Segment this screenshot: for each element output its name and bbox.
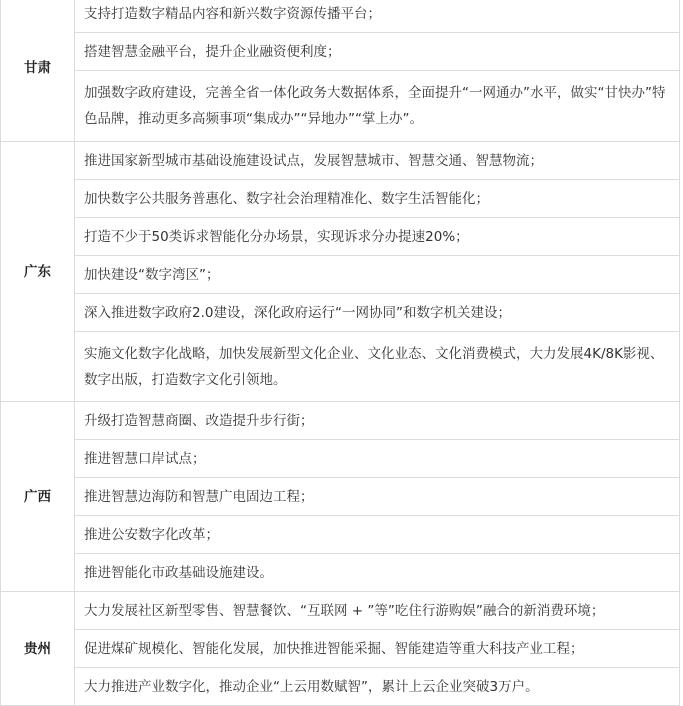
table-row [1, 516, 680, 554]
region-name-guizhou: 贵州 [1, 592, 75, 706]
table-row [1, 256, 680, 294]
policy-item: 实施文化数字化战略，加快发展新型文化企业、文化业态、文化消费模式，大力发展4K/8K影视、数字出版，打造数字文化引领地。 [75, 332, 680, 402]
table-row [1, 440, 680, 478]
policy-item: 推进智慧口岸试点； [75, 440, 680, 478]
table-row [1, 218, 680, 256]
table-row [1, 142, 680, 180]
policy-item: 推进国家新型城市基础设施建设试点，发展智慧城市、智慧交通、智慧物流； [75, 142, 680, 180]
table-row [1, 0, 680, 33]
policy-item: 打造不少于50类诉求智能化分办场景，实现诉求分办提速20%； [75, 218, 680, 256]
region-name-guangxi: 广西 [1, 402, 75, 592]
table-row [1, 180, 680, 218]
policy-item: 加快建设“数字湾区”； [75, 256, 680, 294]
policy-item: 支持打造数字精品内容和新兴数字资源传播平台； [75, 0, 680, 33]
table-row [1, 332, 680, 402]
policy-item: 深入推进数字政府2.0建设，深化政府运行“一网协同”和数字机关建设； [75, 294, 680, 332]
policy-item: 推进公安数字化改革； [75, 516, 680, 554]
table-row [1, 71, 680, 142]
table-row [1, 402, 680, 440]
table-row [1, 630, 680, 668]
policy-item: 大力推进产业数字化，推动企业“上云用数赋智”，累计上云企业突破3万户。 [75, 668, 680, 706]
policy-item: 加强数字政府建设，完善全省一体化政务大数据体系，全面提升“一网通办”水平，做实“甘快办”特色品牌，推动更多高频事项“集成办”“异地办”“掌上办”。 [75, 71, 680, 142]
table-row [1, 294, 680, 332]
table-row [1, 478, 680, 516]
table-row [1, 668, 680, 706]
policy-item: 搭建智慧金融平台，提升企业融资便利度； [75, 33, 680, 71]
policy-item: 推进智慧边海防和智慧广电固边工程； [75, 478, 680, 516]
region-name-gansu: 甘肃 [1, 0, 75, 142]
table-row [1, 554, 680, 592]
policy-item: 促进煤矿规模化、智能化发展，加快推进智能采掘、智能建造等重大科技产业工程； [75, 630, 680, 668]
policy-item: 升级打造智慧商圈、改造提升步行街； [75, 402, 680, 440]
policy-item: 推进智能化市政基础设施建设。 [75, 554, 680, 592]
policy-item: 加快数字公共服务普惠化、数字社会治理精准化、数字生活智能化； [75, 180, 680, 218]
table-row [1, 592, 680, 630]
policy-item: 大力发展社区新型零售、智慧餐饮、“互联网 + ”等”吃住行游购娱”融合的新消费环境； [75, 592, 680, 630]
table-row [1, 33, 680, 71]
region-name-guangdong: 广东 [1, 142, 75, 402]
